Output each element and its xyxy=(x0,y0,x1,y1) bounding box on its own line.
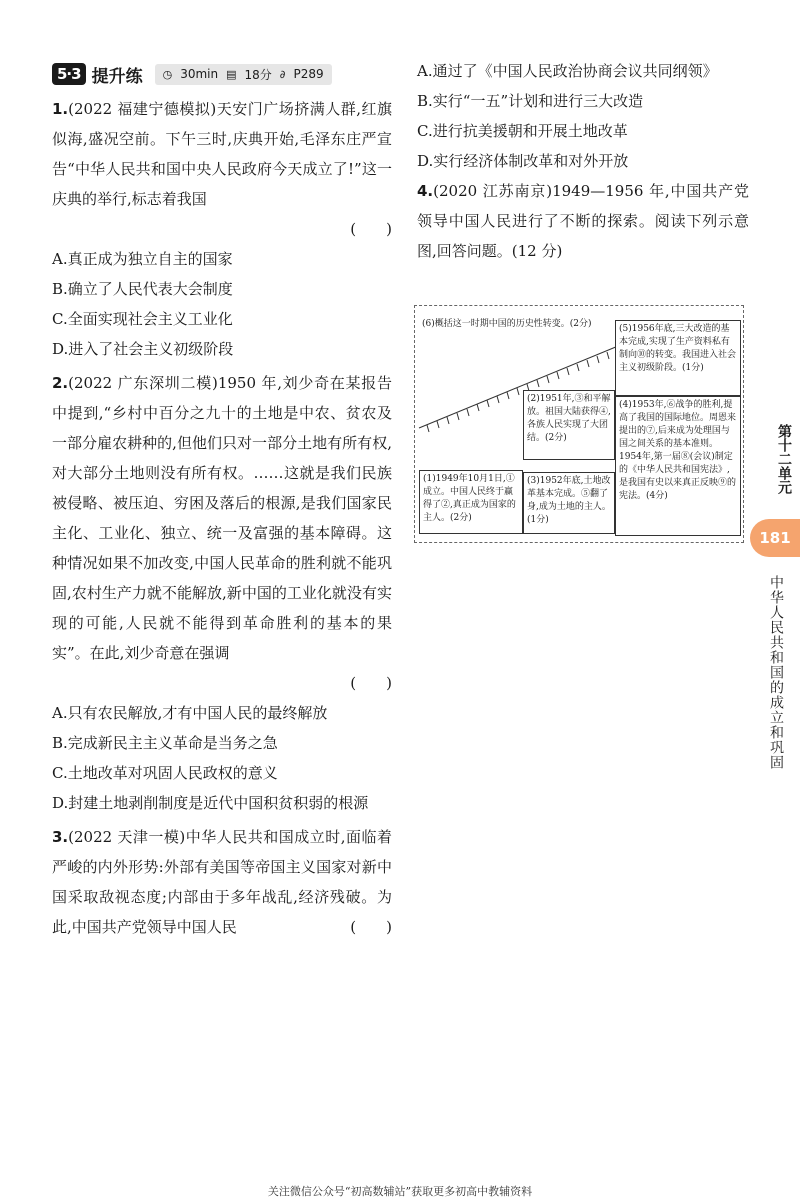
question-1 xyxy=(52,94,392,244)
question-stem: (2022 天津一模)中华人民共和国成立时,面临着严峻的内外形势:外部有美国等帝国主义国家对新中国采取敌视态度;内部由于多年战乱,经济残破。为此,中国共产党领导中国人民 xyxy=(52,828,392,936)
time-label: 30min xyxy=(180,67,219,81)
answer-blank: ( ) xyxy=(350,674,392,692)
question-stem: (2020 江苏南京)1949—1956 年,中国共产党领导中国人民进行了不断的探索。阅读下列示意图,回答问题。(12 分) xyxy=(417,182,749,260)
question-number: 3. xyxy=(52,828,69,846)
option-a: A.真正成为独立自主的国家 xyxy=(52,250,233,268)
option-d: D.实行经济体制改革和对外开放 xyxy=(417,152,629,170)
option-c: C.土地改革对巩固人民政权的意义 xyxy=(52,764,278,782)
section-title: 提升练 xyxy=(91,66,143,87)
answer-blank: ( ) xyxy=(350,918,392,936)
option-b: B.确立了人民代表大会制度 xyxy=(52,280,233,298)
question-stem: (2022 广东深圳二模)1950 年,刘少奇在某报告中提到,“乡村中百分之九十的土地是中农、贫农及一部分雇农耕种的,但他们只对一部分土地有所有权,对大部分土地则没有所有权。……这就是我们民族被侵略、被压迫、穷困及落后的根源,是我们国家民主化、工业化、独立、统一及富强的基本障碍。这种情况如果不加改变,中国人民革命的胜利就不能巩固,农村生产力就不能解放,新中国的工业化就没有实现的可能,人民就不能得到革命胜利的基本的果实”。在此,刘少奇意在强调 xyxy=(52,374,392,662)
option-c: C.进行抗美援朝和开展土地改革 xyxy=(417,122,628,140)
left-column xyxy=(52,60,392,942)
staircase-diagram xyxy=(414,305,744,543)
question-number: 4. xyxy=(417,182,434,200)
diagram-box-2: (2)1951年,③和平解放。祖国大陆获得④,各族人民实现了大团结。(2分) xyxy=(523,390,615,460)
page-number: 181 xyxy=(750,519,800,557)
clock-icon: ◷ xyxy=(162,67,173,81)
diagram-box-3: (3)1952年底,土地改革基本完成。⑤翻了身,成为土地的主人。(1分) xyxy=(523,472,615,534)
question-number: 2. xyxy=(52,374,69,392)
section-header xyxy=(52,60,392,88)
link-icon: ∂ xyxy=(279,67,286,81)
option-b: B.实行“一五”计划和进行三大改造 xyxy=(417,92,644,110)
option-c: C.全面实现社会主义工业化 xyxy=(52,310,233,328)
option-d: D.封建土地剥削制度是近代中国积贫积弱的根源 xyxy=(52,794,369,812)
diagram-box-1: (1)1949年10月1日,①成立。中国人民终于赢得了②,真正成为国家的主人。(2分) xyxy=(419,470,523,534)
brand-logo: 5·3 xyxy=(52,63,86,85)
diagram-box-6: (6)概括这一时期中国的历史性转变。(2分) xyxy=(422,319,592,329)
question-2 xyxy=(52,368,392,698)
option-d: D.进入了社会主义初级阶段 xyxy=(52,340,234,358)
option-b: B.完成新民主主义革命是当务之急 xyxy=(52,734,278,752)
question-4 xyxy=(417,176,749,266)
answer-page-ref: P289 xyxy=(293,67,324,81)
right-column xyxy=(417,56,749,266)
question-3 xyxy=(52,822,392,942)
chapter-title: 中华人民共和国的成立和巩固 xyxy=(768,575,784,770)
question-stem: (2022 福建宁德模拟)天安门广场挤满人群,红旗似海,盛况空前。下午三时,庆典开始,毛泽东庄严宣告“中华人民共和国中央人民政府今天成立了!”这一庆典的举行,标志着我国 xyxy=(52,100,392,208)
footer-note: 关注微信公众号“初高数辅站”获取更多初高中教辅资料 xyxy=(267,1185,533,1198)
meta-bar xyxy=(155,64,332,85)
answer-blank: ( ) xyxy=(350,220,392,238)
score-icon: ▤ xyxy=(226,67,237,81)
option-a: A.只有农民解放,才有中国人民的最终解放 xyxy=(52,704,328,722)
diagram-box-5: (5)1956年底,三大改造的基本完成,实现了生产资料私有制向⑩的转变。我国进入社会主义初级阶段。(1分) xyxy=(615,320,741,396)
question-number: 1. xyxy=(52,100,69,118)
score-label: 18分 xyxy=(244,67,272,82)
unit-label: 第十二单元 xyxy=(776,424,792,494)
diagram-box-4: (4)1953年,⑥战争的胜利,提高了我国的国际地位。周恩来提出的⑦,后来成为处理国与国之间关系的基本准则。1954年,第一届⑧(会议)制定的《中华人民共和国宪法》,是我国有史以来真正反映⑨的宪法。(4分) xyxy=(615,396,741,536)
option-a: A.通过了《中国人民政治协商会议共同纲领》 xyxy=(417,62,718,80)
